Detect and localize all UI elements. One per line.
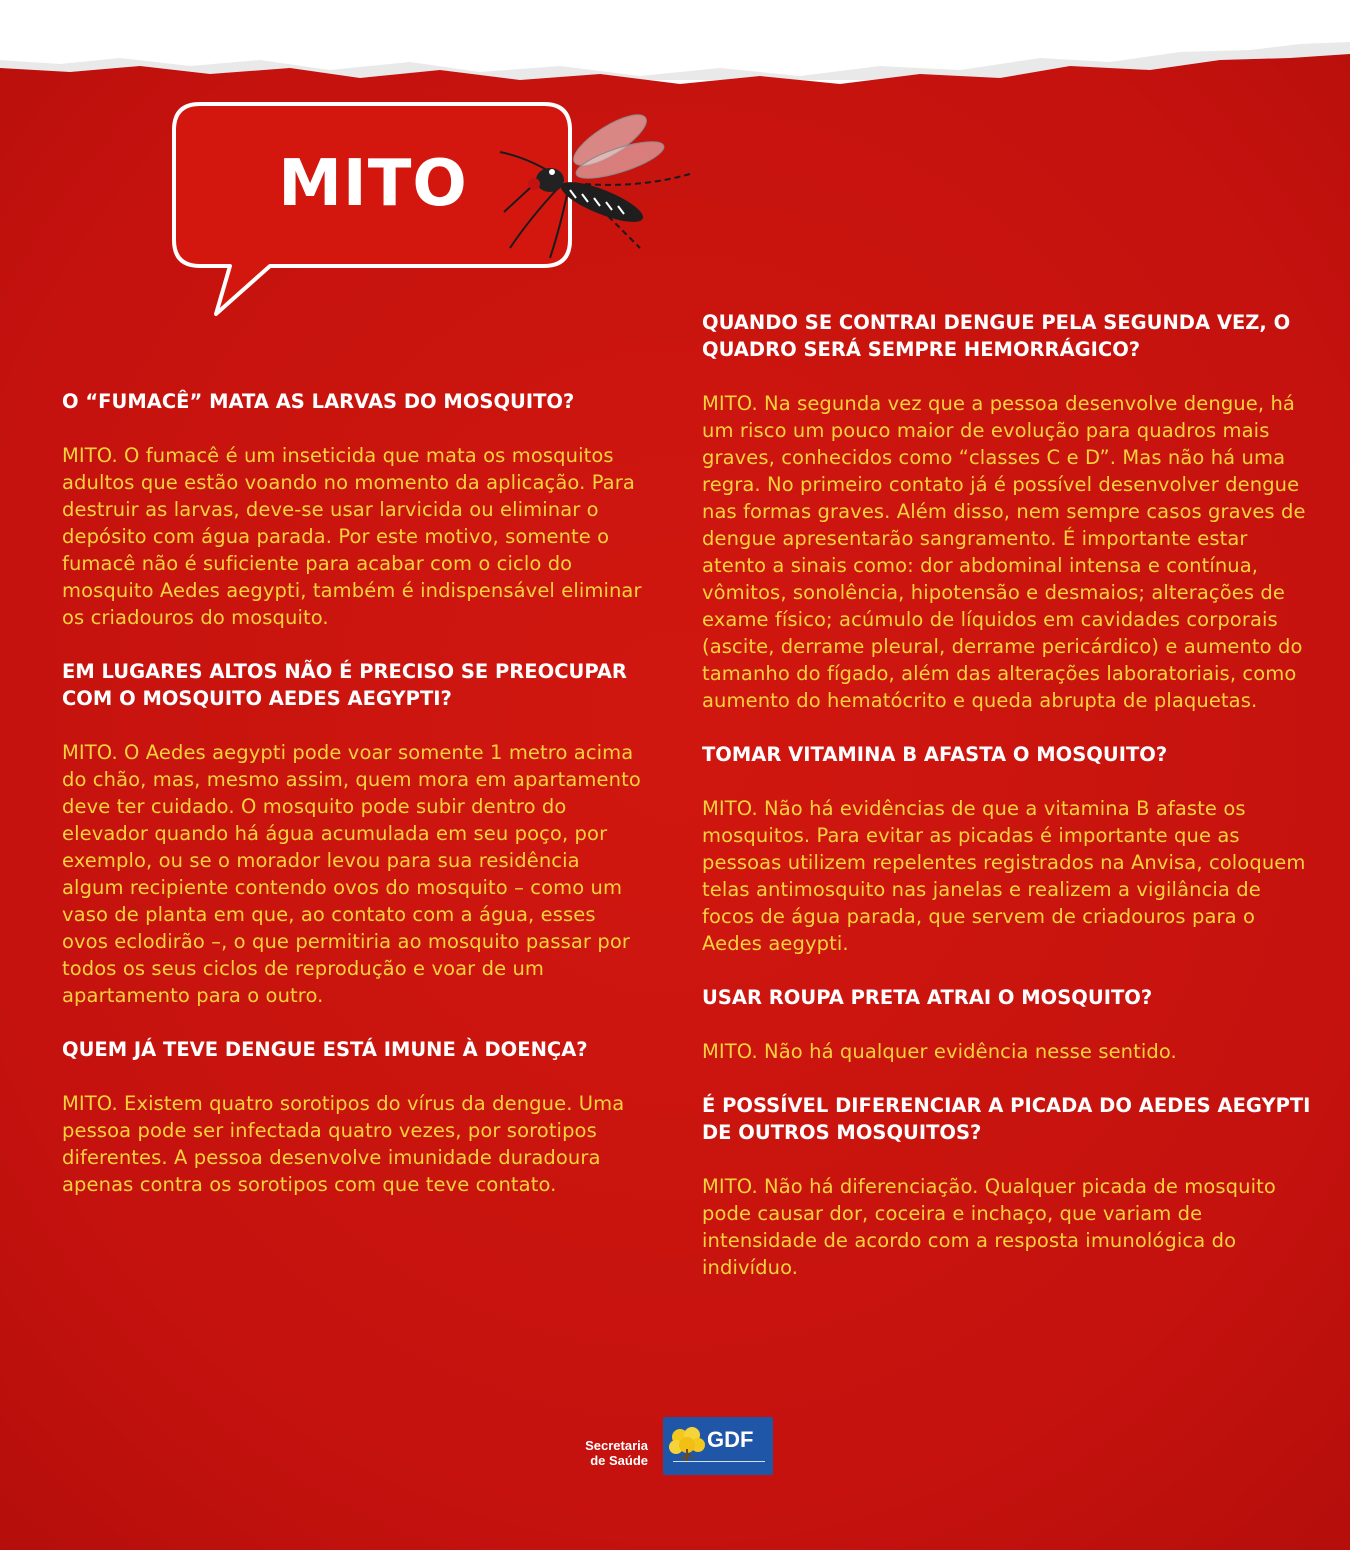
question-fumace: O “FUMACÊ” MATA AS LARVAS DO MOSQUITO?	[62, 390, 575, 413]
secretaria-line1: Secretaria	[585, 1438, 648, 1453]
secretaria-line2: de Saúde	[590, 1453, 648, 1468]
answer-imune: MITO. Existem quatro sorotipos do vírus da dengue. Uma pessoa pode ser infectada quatro vezes, por sorotipos diferentes. A pessoa desenvolve imunidade duradoura apenas contra os sorotipos com que teve contato.	[62, 1092, 625, 1196]
right-column	[702, 309, 1312, 1308]
page-title: MITO	[278, 147, 468, 221]
answer-picada: MITO. Não há diferenciação. Qualquer picada de mosquito pode causar dor, coceira e inchaço, que variam de intensidade de acordo com a resposta imunológica do indivíduo.	[702, 1175, 1276, 1279]
mosquito-icon	[490, 108, 710, 268]
answer-vitamina-b: MITO. Não há evidências de que a vitamina B afaste os mosquitos. Para evitar as picadas é importante que as pessoas utilizem repelentes registrados na Anvisa, coloquem telas antimosquito nas janelas e realizem a vigilância de focos de água parada, que servem de criadouros para o Aedes aegypti.	[702, 797, 1306, 955]
question-vitamina-b: TOMAR VITAMINA B AFASTA O MOSQUITO?	[702, 743, 1168, 766]
question-imune: QUEM JÁ TEVE DENGUE ESTÁ IMUNE À DOENÇA?	[62, 1038, 588, 1061]
answer-lugares-altos: MITO. O Aedes aegypti pode voar somente 1 metro acima do chão, mas, mesmo assim, quem mora em apartamento deve ter cuidado. O mosquito pode subir dentro do elevador quando há água acumulada em seu poço, por exemplo, ou se o morador levou para sua residência algum recipiente contendo ovos do mosquito – como um vaso de planta em que, ao contato com a água, esses ovos eclodirão –, o que permitiria ao mosquito passar por todos os seus ciclos de reprodução e voar de um apartamento para o outro.	[62, 741, 641, 1007]
secretaria-logo-text	[570, 1438, 648, 1468]
answer-fumace: MITO. O fumacê é um inseticida que mata os mosquitos adultos que estão voando no momento da aplicação. Para destruir as larvas, deve-se usar larvicida ou eliminar o depósito com água parada. Por este motivo, somente o fumacê não é suficiente para acabar com o ciclo do mosquito Aedes aegypti, também é indispensável eliminar os criadouros do mosquito.	[62, 444, 642, 629]
question-roupa-preta: USAR ROUPA PRETA ATRAI O MOSQUITO?	[702, 986, 1153, 1009]
gdf-logo	[663, 1417, 773, 1475]
mito-speech-bubble	[170, 100, 710, 320]
gdf-label: GDF	[707, 1427, 754, 1452]
footer-logos	[570, 1416, 780, 1478]
question-segunda-vez: QUANDO SE CONTRAI DENGUE PELA SEGUNDA VEZ, O QUADRO SERÁ SEMPRE HEMORRÁGICO?	[702, 311, 1291, 361]
answer-roupa-preta: MITO. Não há qualquer evidência nesse sentido.	[702, 1040, 1177, 1063]
question-lugares-altos: EM LUGARES ALTOS NÃO É PRECISO SE PREOCUPAR COM O MOSQUITO AEDES AEGYPTI?	[62, 660, 627, 710]
answer-segunda-vez: MITO. Na segunda vez que a pessoa desenvolve dengue, há um risco um pouco maior de evolução para quadros mais graves, conhecidos como “classes C e D”. Mas não há uma regra. No primeiro contato já é possível desenvolver dengue nas formas graves. Além disso, nem sempre casos graves de dengue apresentarão sangramento. É importante estar atento a sinais como: dor abdominal intensa e contínua, vômitos, sonolência, hipotensão e desmaios; alterações de exame físico; acúmulo de líquidos em cavidades corporais (ascite, derrame pleural, derrame pericárdico) e aumento do tamanho do fígado, além das alterações laboratoriais, como aumento do hematócrito e queda abrupta de plaquetas.	[702, 392, 1306, 712]
left-column	[62, 388, 642, 1225]
gdf-divider	[673, 1461, 765, 1462]
question-picada: É POSSÍVEL DIFERENCIAR A PICADA DO AEDES AEGYPTI DE OUTROS MOSQUITOS?	[702, 1094, 1311, 1144]
